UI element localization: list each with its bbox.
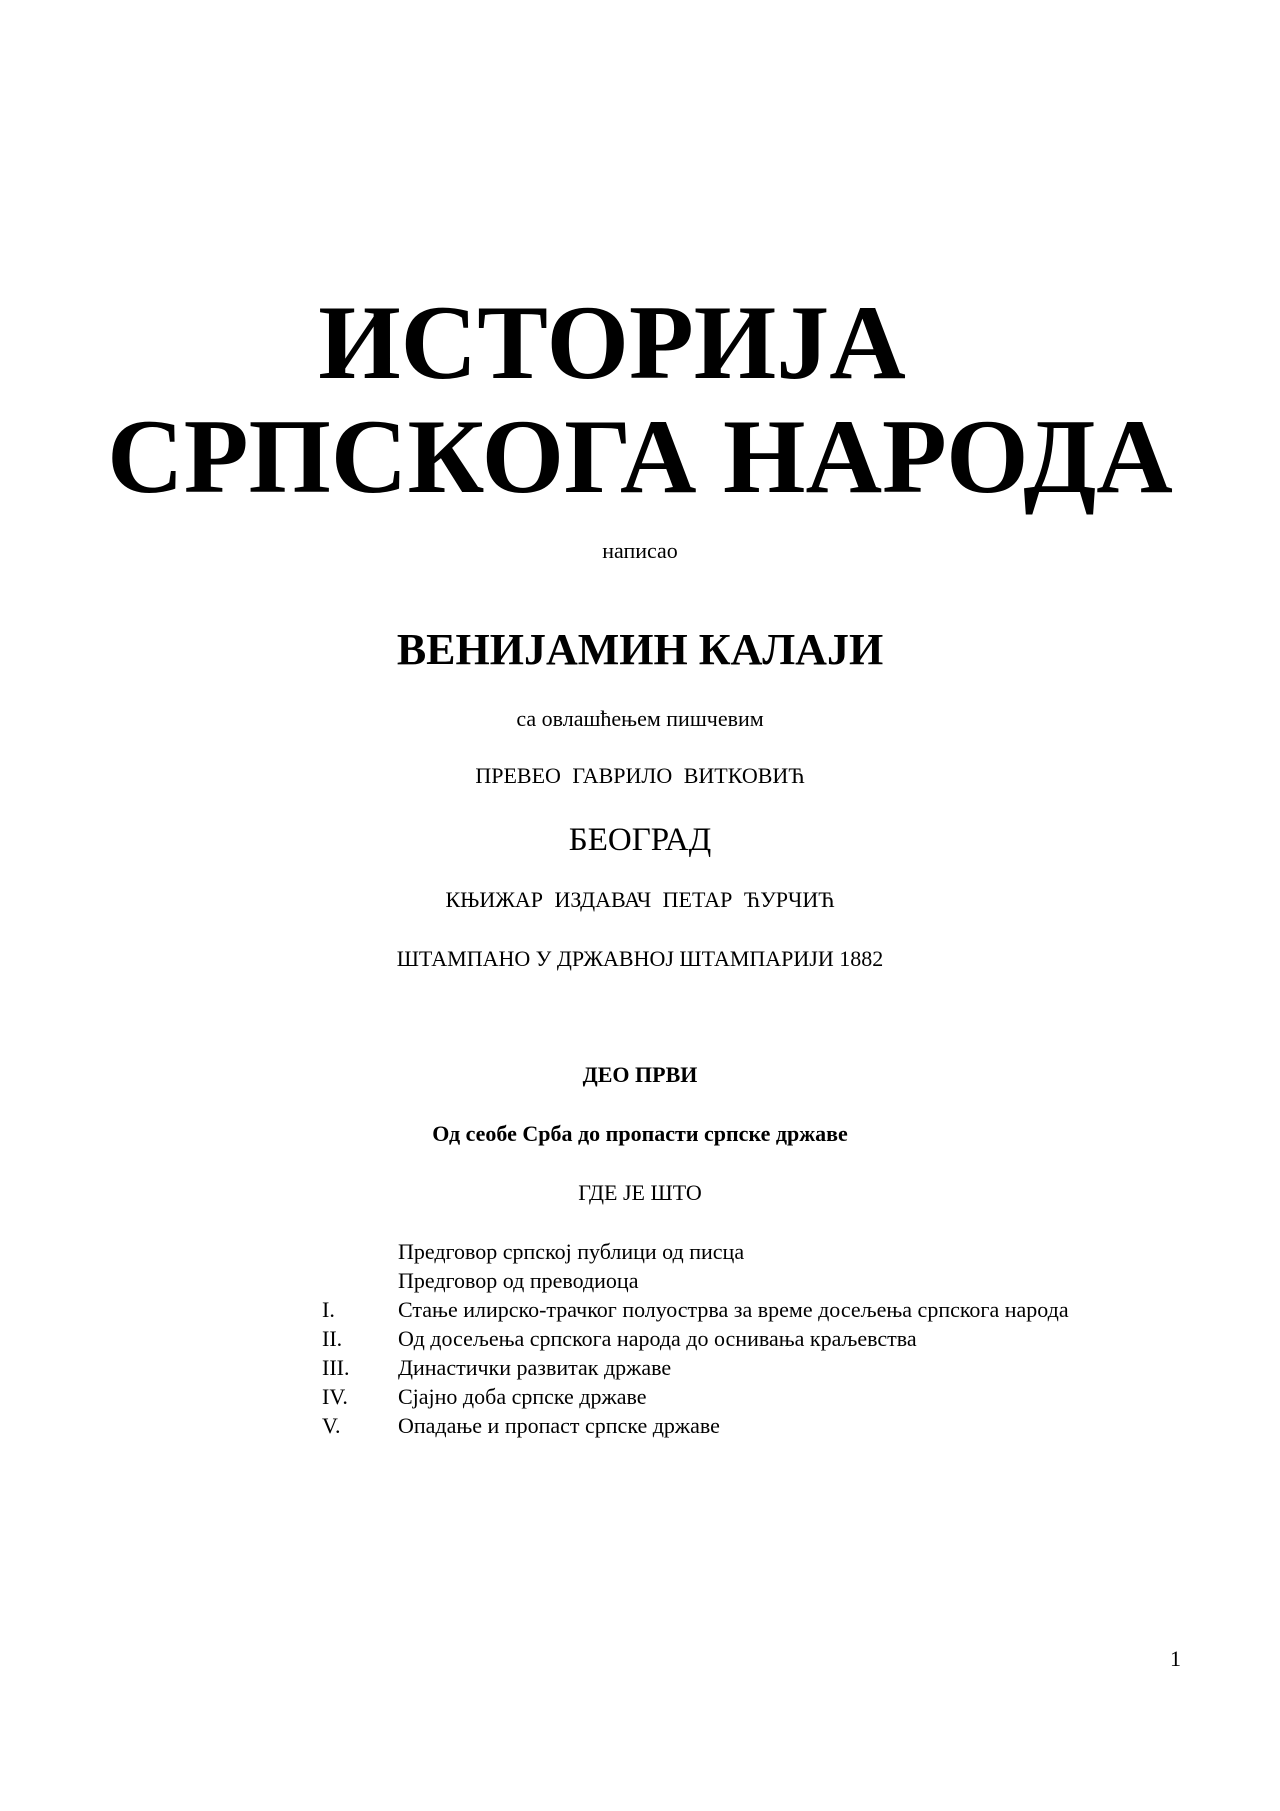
- toc-item: [0, 1295, 1280, 1324]
- toc-item-number: I.: [322, 1297, 335, 1322]
- toc-item: [0, 1324, 1280, 1353]
- toc-item-number: III.: [322, 1355, 350, 1380]
- toc-item-title: Опадање и пропаст српске државе: [398, 1413, 720, 1438]
- title-line-1: ИСТОРИЈА: [318, 284, 906, 401]
- toc-item-number: V.: [322, 1413, 341, 1438]
- contents-heading: ГДЕ ЈЕ ШТО: [578, 1180, 702, 1205]
- printer-line: ШТАМПАНО У ДРЖАВНОЈ ШТАМПАРИЈИ 1882: [396, 946, 884, 971]
- toc-item-title: Предговор од преводиоца: [398, 1268, 639, 1293]
- toc-item-title: Стање илирско-трачког полуострва за време досељења српскога народа: [398, 1297, 1069, 1322]
- toc-item-title: Династички развитак државе: [398, 1355, 672, 1380]
- translator-line: ПРЕВЕО ГАВРИЛО ВИТКОВИЋ: [475, 763, 805, 788]
- toc-item-title: Сјајно доба српске државе: [398, 1384, 647, 1409]
- author-name: ВЕНИЈАМИН КАЛАЈИ: [396, 625, 884, 674]
- toc-item: [0, 1382, 1280, 1411]
- table-of-contents: [0, 1237, 1280, 1440]
- part-label: ДЕО ПРВИ: [582, 1062, 698, 1087]
- publisher-line: КЊИЖАР ИЗДАВАЧ ПЕТАР ЋУРЧИЋ: [445, 887, 835, 912]
- authorization-note: са овлашћењем пишчевим: [516, 706, 764, 731]
- toc-item: [0, 1237, 1280, 1266]
- title-line-2: СРПСКОГА НАРОДА: [107, 398, 1173, 515]
- toc-item: [0, 1353, 1280, 1382]
- written-by-label: написао: [602, 538, 678, 563]
- toc-item-number: II.: [322, 1326, 343, 1351]
- page-number: 1: [1170, 1646, 1181, 1671]
- toc-item: [0, 1411, 1280, 1440]
- toc-item-number: IV.: [322, 1384, 348, 1409]
- city: БЕОГРАД: [568, 822, 712, 858]
- toc-item-title: Од досељења српскога народа до оснивања краљевства: [398, 1326, 917, 1351]
- part-title: Од сеобе Срба до пропасти српске државе: [432, 1121, 848, 1146]
- toc-item-title: Предговор српској публици од писца: [398, 1239, 745, 1264]
- toc-item: [0, 1266, 1280, 1295]
